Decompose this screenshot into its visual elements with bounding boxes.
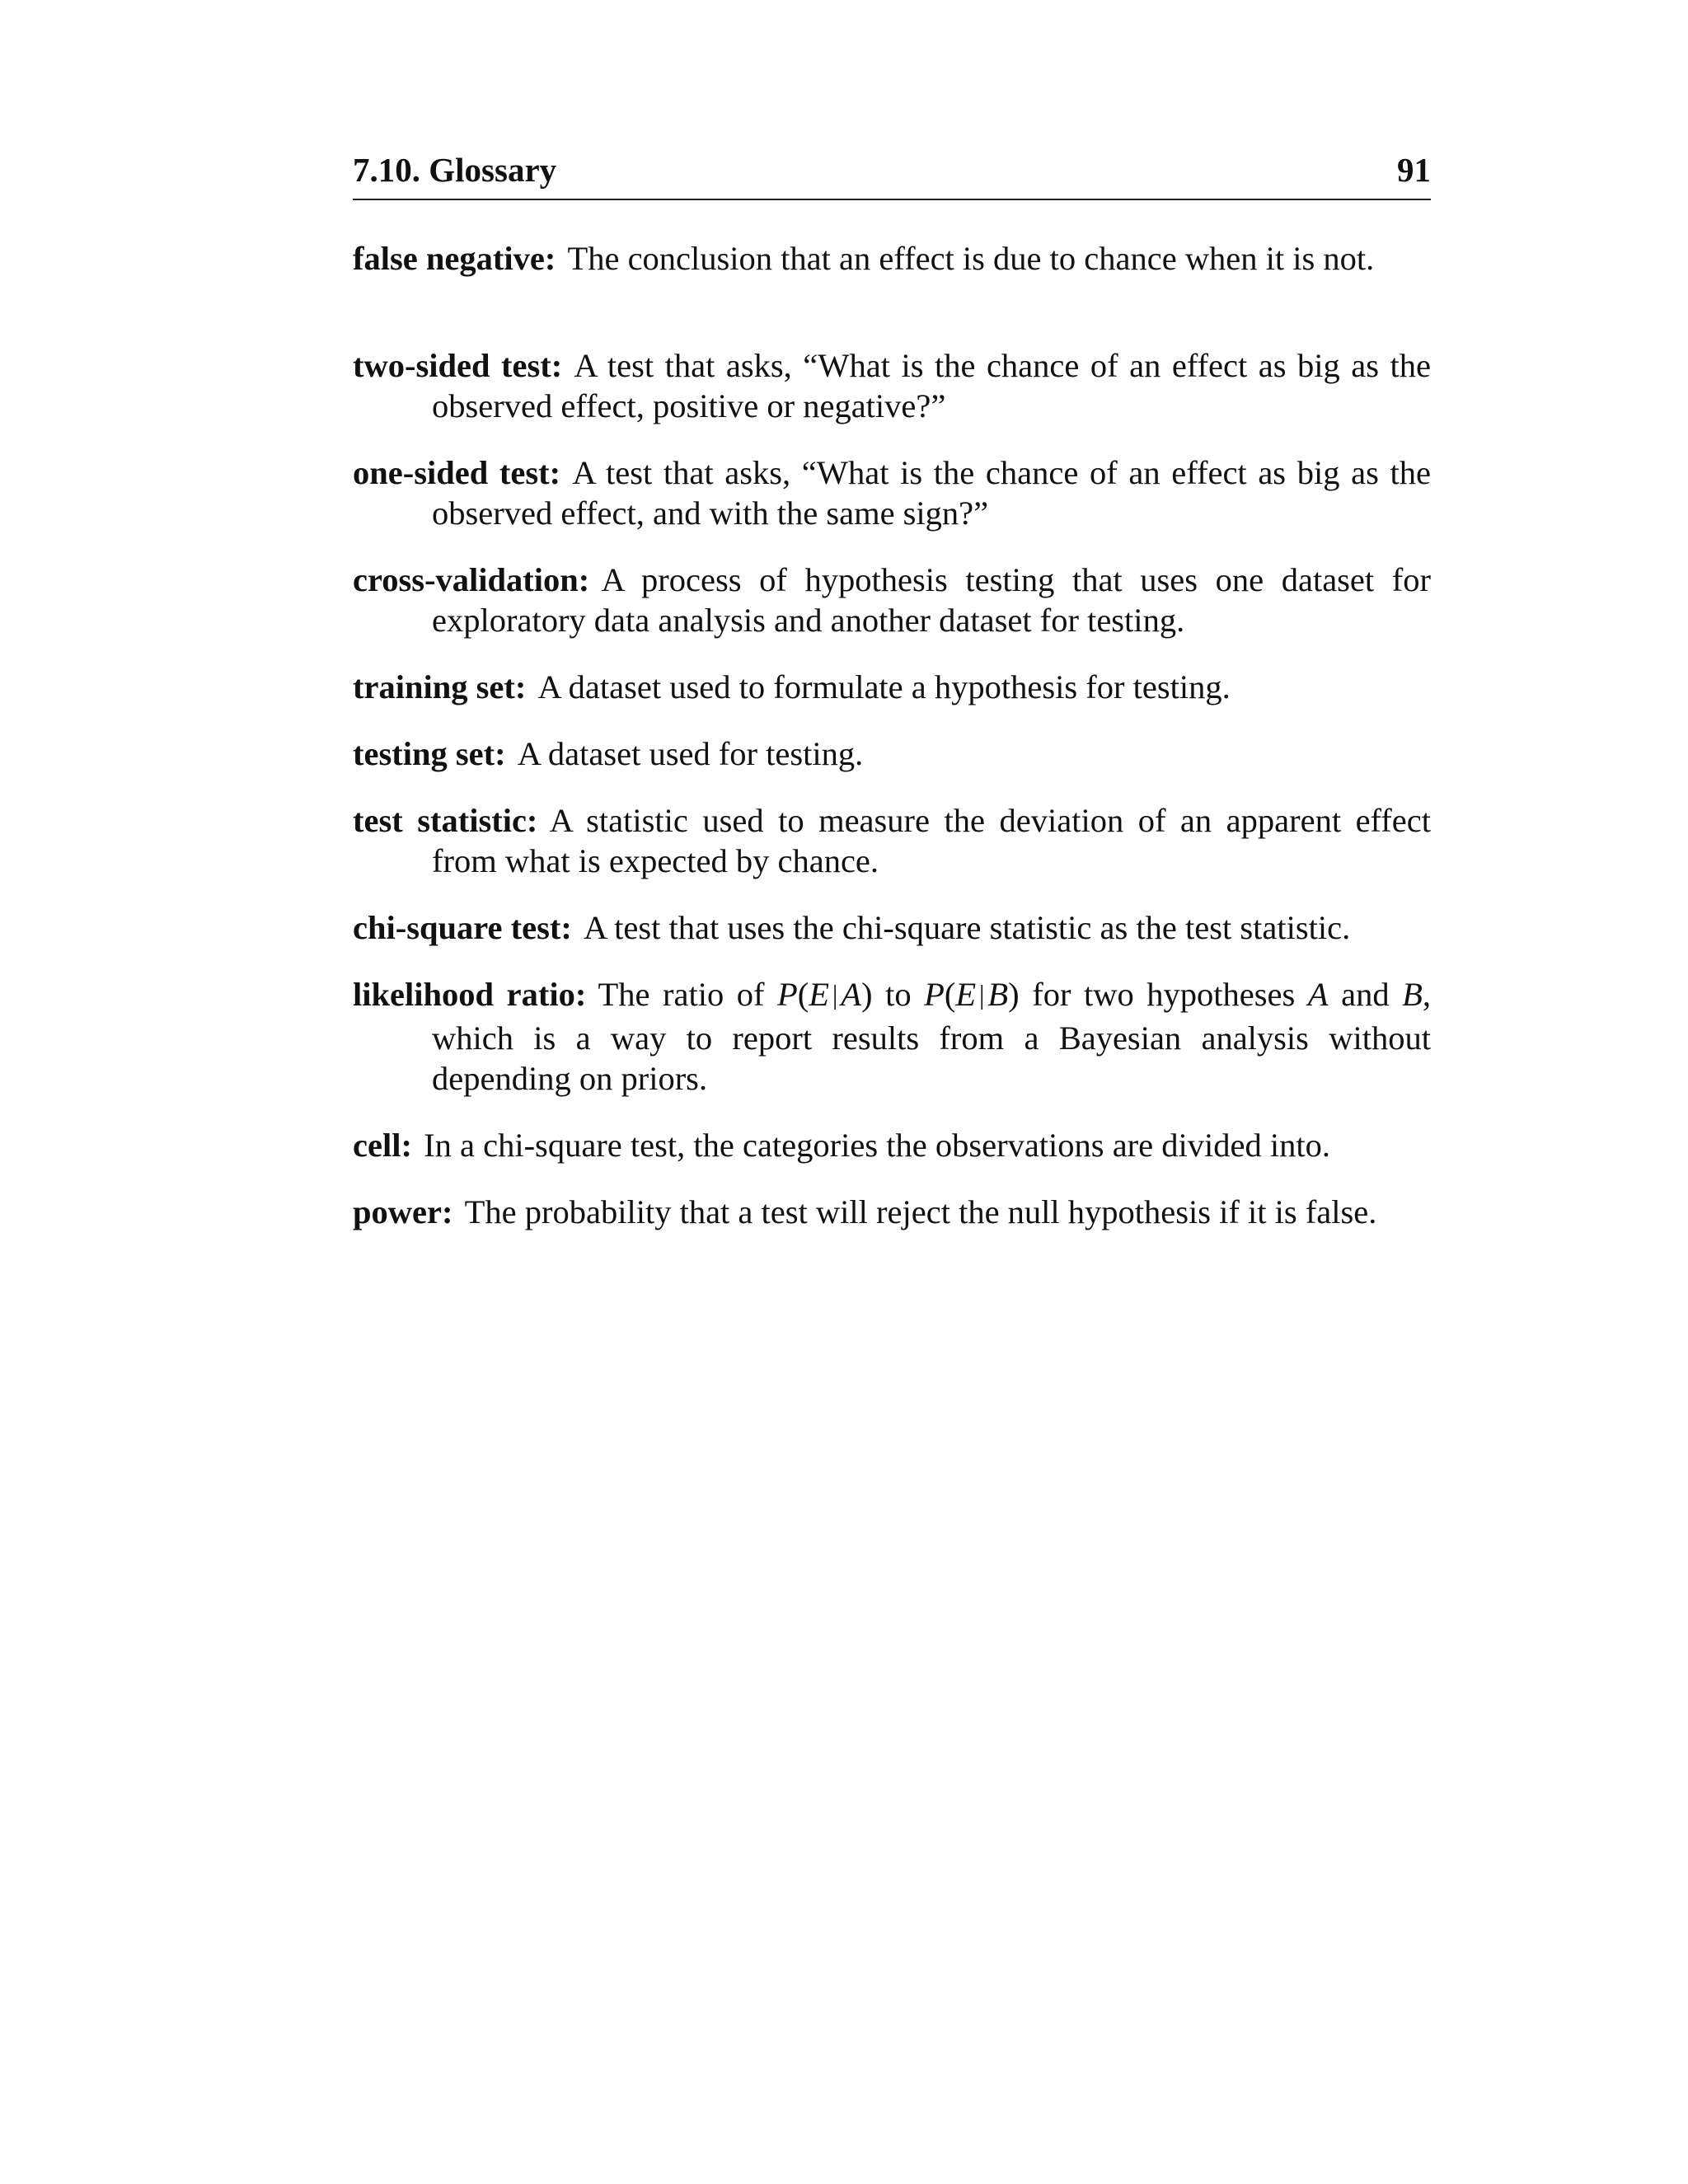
section-title: 7.10. Glossary	[353, 151, 557, 189]
math-e: E	[809, 976, 830, 1013]
glossary-entry-cell	[353, 1125, 1431, 1165]
math-paren: (	[944, 976, 956, 1013]
glossary-definition: A process of hypothesis testing that uses one dataset for exploratory data analysis and another dataset for testing.	[432, 561, 1431, 639]
glossary-entry-training-set	[353, 667, 1431, 707]
math-a: A	[1307, 976, 1329, 1013]
glossary-term: one-sided test:	[353, 454, 561, 491]
glossary-term: power:	[353, 1193, 453, 1230]
running-head	[353, 153, 1431, 200]
definition-text: to	[872, 976, 925, 1013]
glossary-term: cell:	[353, 1127, 412, 1164]
glossary-term: likelihood ratio:	[353, 976, 587, 1013]
glossary-entry-one-sided-test	[353, 452, 1431, 533]
glossary-entry-cross-validation	[353, 560, 1431, 640]
math-b: B	[1402, 976, 1423, 1013]
glossary-definition: A statistic used to measure the deviation of an apparent effect from what is expected by chance.	[432, 802, 1431, 879]
glossary-term: chi-square test:	[353, 909, 572, 946]
math-p: P	[777, 976, 798, 1013]
glossary-entry-testing-set	[353, 733, 1431, 774]
page-number: 91	[1397, 151, 1431, 189]
glossary-entry-power	[353, 1192, 1431, 1232]
glossary-definition: The probability that a test will reject the null hypothesis if it is false.	[464, 1193, 1377, 1230]
glossary-entry-chi-square-test	[353, 907, 1431, 948]
glossary-definition: In a chi-square test, the categories the observations are divided into.	[424, 1127, 1330, 1164]
glossary-definition: A test that asks, “What is the chance of an effect as big as the observed effect, and with the same sign?”	[432, 454, 1431, 532]
glossary-list	[353, 238, 1431, 1232]
definition-text: The ratio of	[598, 976, 778, 1013]
math-b: B	[987, 976, 1009, 1013]
glossary-term: cross-validation:	[353, 561, 590, 598]
glossary-definition: A test that uses the chi-square statistic as the test statistic.	[584, 909, 1351, 946]
math-given-bar: |	[832, 981, 838, 1011]
glossary-term: test statistic:	[353, 802, 538, 839]
glossary-definition: A dataset used for testing.	[517, 735, 864, 772]
page-body	[353, 153, 1431, 1258]
definition-text: , which is a way to report results from a Bayesian analysis without depending on priors.	[432, 976, 1431, 1097]
glossary-entry-two-sided-test	[353, 345, 1431, 426]
glossary-definition: A test that asks, “What is the chance of an effect as big as the observed effect, positive or negative?”	[432, 347, 1431, 424]
glossary-entry-likelihood-ratio	[353, 974, 1431, 1099]
glossary-entry-test-statistic	[353, 800, 1431, 881]
glossary-term: training set:	[353, 668, 527, 705]
definition-text: and	[1328, 976, 1403, 1013]
math-paren: )	[1008, 976, 1020, 1013]
math-p: P	[924, 976, 945, 1013]
glossary-term: false negative:	[353, 240, 556, 277]
glossary-definition: A dataset used to formulate a hypothesis for testing.	[537, 668, 1231, 705]
math-e: E	[955, 976, 977, 1013]
math-given-bar: |	[979, 981, 985, 1011]
glossary-definition: The conclusion that an effect is due to chance when it is not.	[567, 240, 1375, 277]
math-paren: )	[861, 976, 873, 1013]
math-paren: (	[797, 976, 809, 1013]
glossary-term: testing set:	[353, 735, 506, 772]
glossary-entry-false-negative	[353, 238, 1431, 279]
math-a: A	[841, 976, 862, 1013]
definition-text: for two hypotheses	[1019, 976, 1308, 1013]
glossary-term: two-sided test:	[353, 347, 563, 384]
